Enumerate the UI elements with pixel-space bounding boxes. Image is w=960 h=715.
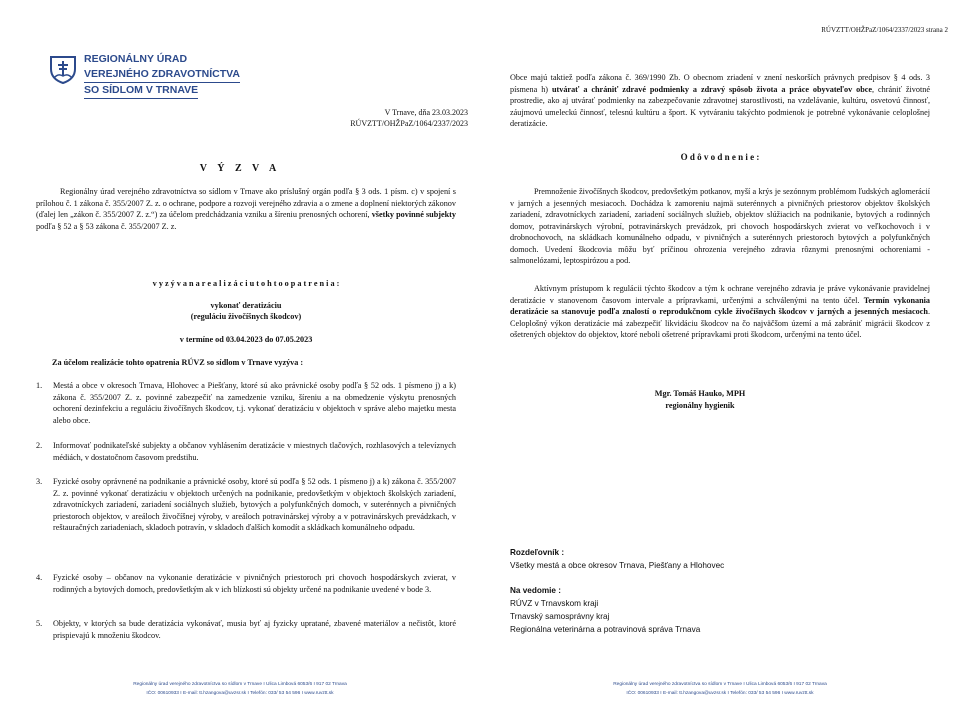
list-number: 1. <box>36 381 43 390</box>
signature-block <box>615 388 785 412</box>
reference-number: RÚVZTT/OHŽPaZ/1064/2337/2023 <box>350 119 468 128</box>
footer-line-1: Regionálny úrad verejného zdravotníctva so sídlom v Trnave I Ulica Limbová 6053/6 I 917 02 Trnava <box>133 682 347 687</box>
list-item <box>36 476 456 534</box>
signatory-name: Mgr. Tomáš Hauko, MPH <box>654 389 746 398</box>
footer <box>480 680 960 698</box>
municipal-paragraph <box>510 72 930 130</box>
footer <box>0 680 480 698</box>
page-2 <box>480 0 960 715</box>
requirements-list <box>36 380 456 660</box>
place-date: V Trnave, dňa 23.03.2023 <box>384 108 468 117</box>
org-line-1: REGIONÁLNY ÚRAD <box>84 53 188 65</box>
list-text: Fyzické osoby oprávnené na podnikanie a právnické osoby, ktoré sú podľa § 52 ods. 1 písmeno j) a k) zákona č. 355/2007 Z. z. povinné vykonať deratizáciu v objektoch určených na podnikanie, predovšetkým v objektoch školských zariadení, zdravotníckych zariadení, zariadení sociálnych služieb, bytových a polyfunkčných domoch, v suterénnych a pivničných priestoroch objektov, v areáloch živočíšnej výroby, v areáloch potravinárskej výroby a v potravinárskych prevádzkach, v reštauračných zariadeniach, skladoch potravín, v skladoch ďalších komodít a skládkach komunálneho odpadu. <box>53 477 456 532</box>
list-item <box>36 380 456 426</box>
footer-line-2: IČO: 00610933 I E-mail: tt.hzangova@uvzsr.sk I Telefón: 033/ 53 54 596 I www.ruvztt.sk <box>146 691 334 696</box>
term-line: v termíne od 03.04.2023 do 07.05.2023 <box>179 335 313 344</box>
list-item <box>36 440 456 463</box>
justification-paragraph-2 <box>510 283 930 341</box>
purpose-line: Za účelom realizácie tohto opatrenia RÚVZ so sídlom v Trnave vyzýva : <box>52 358 304 367</box>
list-number: 3. <box>36 477 43 486</box>
municipal-bold: utvárať a chrániť zdravé podmienky a zdravý spôsob života a práce obyvateľov obce <box>551 84 873 94</box>
intro-text-a: Regionálny úrad verejného zdravotníctva so sídlom v Trnave ako príslušný orgán podľa § 3 ods. 1 písm. c) v spojení s prílohou č. 1 zákona č. 355/2007 Z. z. o ochrane, podpore a rozvoji verejného zdravia a o zmene a doplnení niektorých zákonov (ďalej len „zákon č. 355/2007 Z. z.“) za účelom predchádzania vzniku a šíreniu prenosných ochorení, <box>36 187 456 219</box>
list-item <box>36 618 456 641</box>
list-number: 2. <box>36 441 43 450</box>
org-line-2: VEREJNÉHO ZDRAVOTNÍCTVA <box>84 67 240 83</box>
distribution-label: Rozdeľovník : <box>510 548 565 557</box>
list-number: 4. <box>36 573 43 582</box>
action-line-2: (reguláciu živočíšnych škodcov) <box>190 312 302 321</box>
intro-bold: všetky povinné subjekty <box>371 210 456 219</box>
call-text: v y z ý v a n a r e a l i z á c i u t o h t o o p a t r e n i a : <box>152 279 340 288</box>
justification-text-b: . Celoplošný výkon deratizácie má zabezpečiť likvidáciu škodcov na čo najväčšom území a má zabrániť migrácii škodcov z ošetrených objektov do objektov, ktoré neboli ošetrené prípravkami proti škodcom, určenými na tento účel. <box>510 307 930 339</box>
date-block <box>350 107 468 129</box>
list-text: Informovať podnikateľské subjekty a občanov vyhlásením deratizácie v miestnych tlačových, rozhlasových a televíznych médiách, v dostatočnom časovom predstihu. <box>53 441 456 462</box>
cc-item: Regionálna veterinárna a potravinová správa Trnava <box>510 625 701 634</box>
justification-heading: O d ô v o d n e n i e : <box>680 152 760 162</box>
justification-bold: Termín vykonania deratizácie sa stanovuje podľa znalostí o reprodukčnom cykle živočíšnych škodcov v jarných a jesenných mesiacoch <box>510 295 931 316</box>
action-line-1: vykonať deratizáciu <box>210 301 282 310</box>
list-item <box>36 572 456 595</box>
justification-paragraph-1: Premnoženie živočíšnych škodcov, predovšetkým potkanov, myší a krýs je sezónnym problémom ľudských aglomerácií v jarných a jesenných mesiacoch. Dochádza k zamoreniu najmä suterénnych a pivničných priestorov objektov školských zariadení, zdravotníckych zariadení, zariadení sociálnych služieb, objektov slúžiacich na podnikanie, bytových a rodinných domov, potravinárskych výrobní, potravinárskych prevádzok, pri chovoch hospodárskych zvierat vo veľkochovoch i v drobnochovoch, na skládkach komunálneho odpadu, v pivničných a suterénnych priestoroch bytových a polyfunkčných domoch. Uvedení škodcovia môžu byť príčinou ohrozenia verejného zdravia rôznymi prenosnými ochoreniami - salmonelózami, leptospirózou a pod. <box>510 187 930 265</box>
org-line-3: SO SÍDLOM V TRNAVE <box>84 83 198 99</box>
intro-text-b: podľa § 52 a § 53 zákona č. 355/2007 Z. z. <box>36 221 177 231</box>
footer-line-1: Regionálny úrad verejného zdravotníctva so sídlom v Trnave I Ulica Limbová 6053/6 I 917 02 Trnava <box>613 682 827 687</box>
distribution-text: Všetky mestá a obce okresov Trnava, Piešťany a Hlohovec <box>510 561 725 570</box>
slovak-coat-of-arms-icon <box>48 54 78 84</box>
call-line <box>36 278 456 290</box>
organization-name <box>84 52 240 99</box>
list-text: Objekty, v ktorých sa bude deratizácia vykonávať, musia byť aj fyzicky upratané, zbavené materiálov a nečistôt, ktoré prispievajú k množeniu škodcov. <box>53 619 456 640</box>
signatory-title: regionálny hygienik <box>665 401 735 410</box>
document-title: V Ý Z V A <box>199 163 281 174</box>
footer-line-2: IČO: 00610933 I E-mail: tt.hzangova@uvzsr.sk I Telefón: 033/ 53 54 596 I www.ruvztt.sk <box>626 691 814 696</box>
cc-item: RÚVZ v Trnavskom kraji <box>510 599 599 608</box>
cc-label: Na vedomie : <box>510 586 561 595</box>
justification-text-a: Aktívnym prístupom k regulácii týchto škodcov a tým k ochrane verejného zdravia je práve vykonávanie pravidelnej deratizácie v stanovenom časovom intervale a prípravkami, určenými a schválenými na tento účel. <box>510 284 930 305</box>
page-header: RÚVZTT/OHŽPaZ/1064/2337/2023 strana 2 <box>821 26 948 34</box>
list-number: 5. <box>36 619 43 628</box>
municipal-text-b: , chrániť životné prostredie, ako aj utvárať podmienky na zabezpečovanie zdravotnej starostlivosti, na vzdelávanie, kultúru, osvetovú činnosť, záujmovú umeleckú činnosť, telesnú kultúru a šport. K vytváraniu takýchto podmienok je potrebné vykonávanie celoplošnej deratizácie. <box>510 84 930 128</box>
list-text: Mestá a obce v okresoch Trnava, Hlohovec a Piešťany, ktoré sú ako právnické osoby podľa § 52 ods. 1 písmeno j) a k) zákona č. 355/2007 Z. z. povinné zabezpečiť na zamedzenie vzniku, šíreniu a na obmedzenie výskytu prenosných ochorení dezinfekciu a reguláciu živočíšnych škodcov, t.j. vykonať deratizáciu v objektoch v správe alebo majetku mesta alebo obce. <box>53 381 456 425</box>
cc-item: Trnavský samosprávny kraj <box>510 612 610 621</box>
intro-paragraph <box>36 186 456 232</box>
list-text: Fyzické osoby – občanov na vykonanie deratizácie v pivničných priestoroch pri chovoch hospodárskych zvierat, v rodinných a bytových domoch, predovšetkým ak v ich blízkosti sú objekty určené na podnikanie uvedené v bode 3. <box>53 573 456 594</box>
municipal-text-a: Obce majú taktiež podľa zákona č. 369/1990 Zb. O obecnom zriadení v znení neskorších právnych predpisov § 4 ods. 3 písmena h) <box>510 73 930 94</box>
